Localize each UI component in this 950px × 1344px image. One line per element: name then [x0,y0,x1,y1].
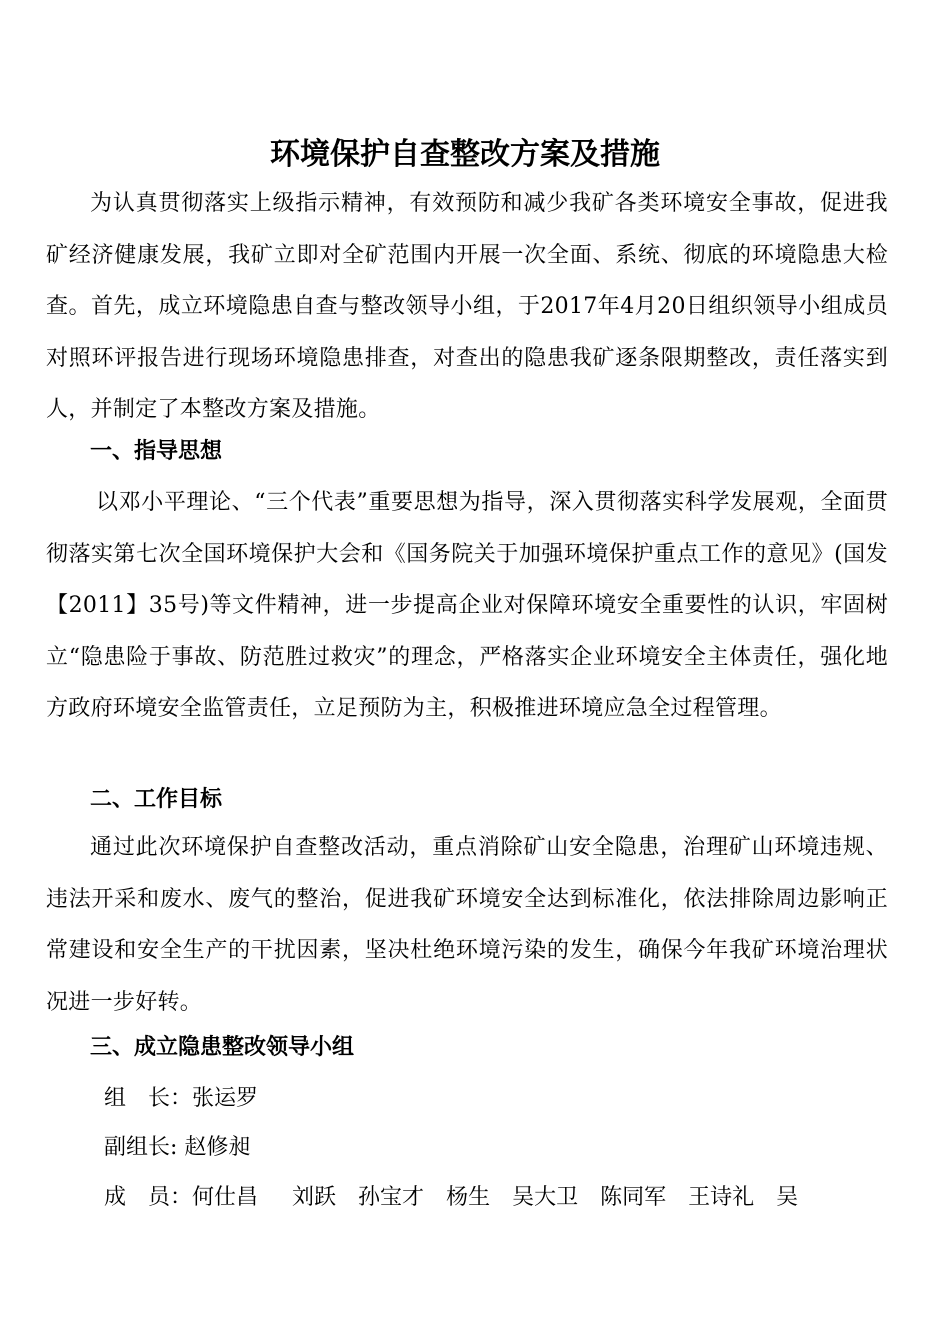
section-heading-guiding-ideology: 一、指导思想 [90,439,223,464]
team-deputy-label: 副组长: [104,1135,185,1160]
team-member-name: 王诗礼 [688,1185,755,1210]
section-heading-leadership-group: 三、成立隐患整改领导小组 [90,1035,355,1060]
team-leader-line [104,1079,258,1119]
document-title: 环境保护自查整改方案及措施 [270,137,660,172]
team-deputy-line [104,1128,250,1168]
team-member-name: 何仕昌 [192,1185,259,1210]
section-body-work-goals: 通过此次环境保护自查整改活动，重点消除矿山安全隐患，治理矿山环境违规、违法开采和废水、废气的整治，促进我矿环境安全达到标准化，依法排除周边影响正常建设和安全生产的干扰因素，坚决杜绝环境污染的发生，确保今年我矿环境治理状况进一步好转。 [46,835,888,1015]
team-members-line [104,1178,798,1218]
team-member-name: 孙宝才 [358,1185,425,1210]
team-member-name: 吴 [776,1185,799,1210]
team-leader-label: 组 长： [104,1086,193,1111]
section-heading-work-goals: 二、工作目标 [90,787,223,812]
intro-paragraph: 为认真贯彻落实上级指示精神，有效预防和减少我矿各类环境安全事故，促进我矿经济健康发展，我矿立即对全矿范围内开展一次全面、系统、彻底的环境隐患大检查。首先，成立环境隐患自查与整改领导小组，于2017年4月20日组织领导小组成员对照环评报告进行现场环境隐患排查，对查出的隐患我矿逐条限期整改，责任落实到人，并制定了本整改方案及措施。 [46,191,888,422]
team-member-name: 吴大卫 [512,1185,579,1210]
team-member-name: 杨生 [446,1185,491,1210]
section-body-guiding-ideology: 以邓小平理论、“三个代表”重要思想为指导，深入贯彻落实科学发展观，全面贯彻落实第七次全国环境保护大会和《国务院关于加强环境保护重点工作的意见》(国发【2011】35号)等文件精神，进一步提高企业对保障环境安全重要性的认识，牢固树立“隐患险于事故、防范胜过救灾”的理念，严格落实企业环境安全主体责任，强化地方政府环境安全监管责任，立足预防为主，积极推进环境应急全过程管理。 [46,490,888,721]
team-leader-name: 张运罗 [192,1086,259,1111]
team-member-name: 陈同军 [600,1185,667,1210]
team-deputy-name: 赵修昶 [184,1135,251,1160]
team-member-name: 刘跃 [292,1185,337,1210]
team-members-label: 成 员： [104,1185,193,1210]
